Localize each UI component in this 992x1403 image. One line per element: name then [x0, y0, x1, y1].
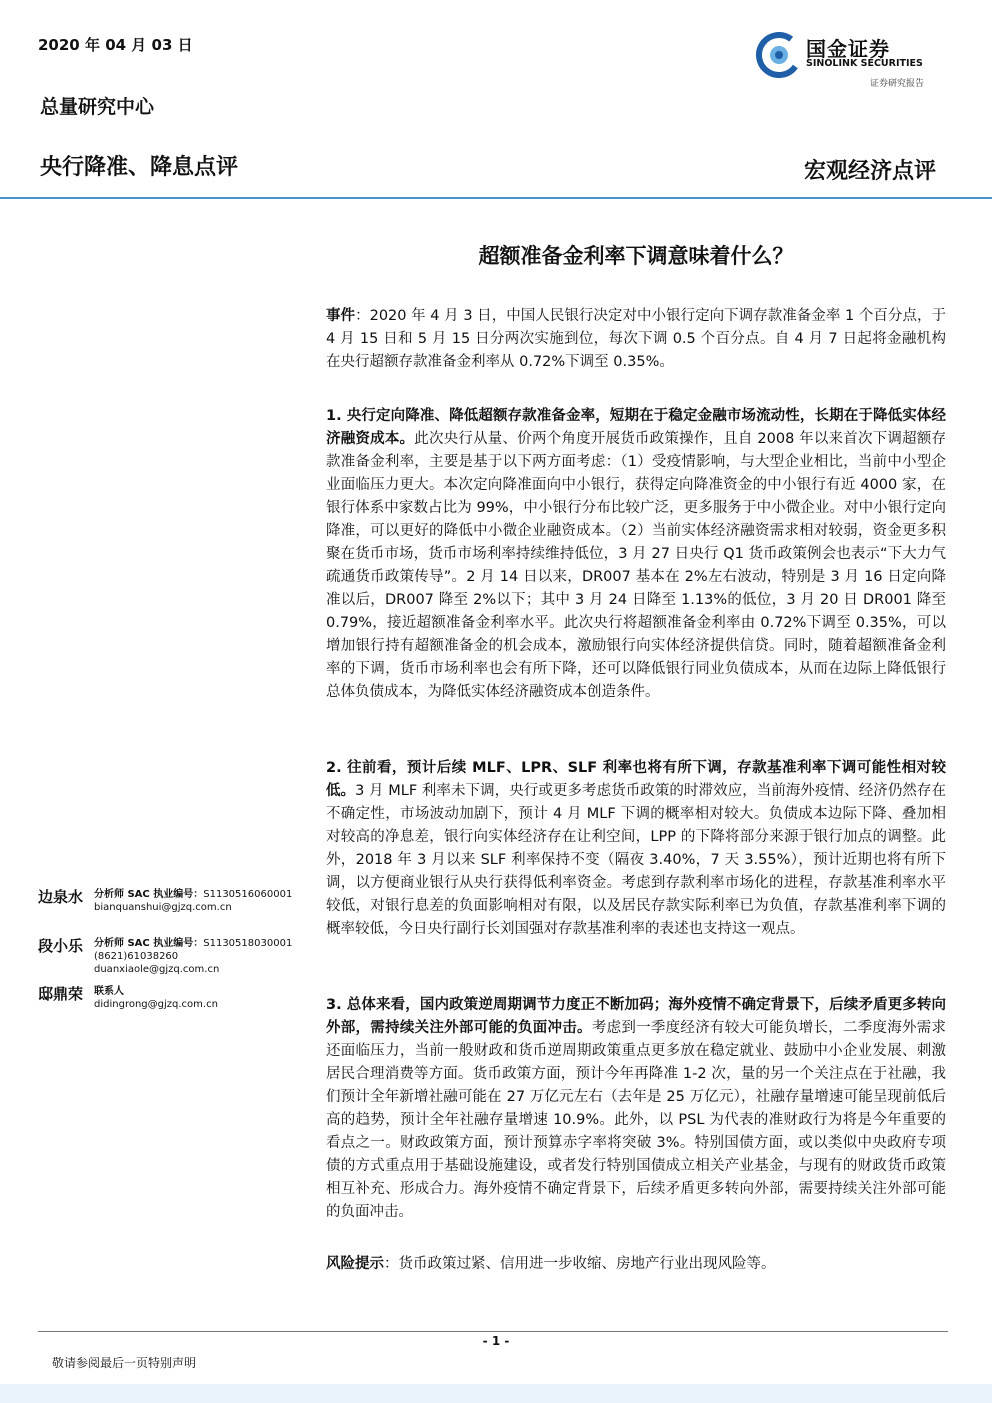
header-divider [0, 197, 992, 199]
logo-subtitle: 证券研究报告 [870, 79, 925, 89]
analyst-role: 分析师 SAC 执业编号： [94, 938, 204, 949]
analyst-phone: (8621)61038260 [94, 951, 179, 962]
risk-text: ：货币政策过紧、信用进一步收缩、房地产行业出现风险等。 [384, 1256, 776, 1272]
risk-label: 风险提示 [326, 1256, 384, 1272]
analyst-name: 段小乐 [38, 937, 84, 955]
report-headline: 超额准备金利率下调意味着什么？ [478, 243, 794, 268]
disclaimer-notice: 敬请参阅最后一页特别声明 [52, 1356, 197, 1370]
risk-warning [326, 1253, 946, 1276]
analyst-sac: S1130516060001 [203, 889, 293, 900]
analyst-name: 邸鼎荣 [38, 985, 84, 1003]
footer-band [0, 1384, 992, 1403]
body-paragraph-2 [326, 757, 946, 941]
report-category: 宏观经济点评 [803, 158, 936, 184]
sinolink-logo-icon [756, 32, 802, 78]
logo-name: 国金证券 [806, 37, 890, 61]
report-topic: 央行降准、降息点评 [40, 154, 239, 180]
logo-name-en: SINOLINK SECURITIES [806, 58, 923, 69]
paragraph-1-text: 此次央行从量、价两个角度开展货币政策操作，且自 2008 年以来首次下调超额存款准备金利率，主要是基于以下两方面考虑：（1）受疫情影响，与大型企业相比，当前中小型企业面临压力更大。本次定向降准面向中小银行，获得定向降准资金的中小银行有近 4000 家，在银行体系中家数占比为 99%，中小银行分布比较广泛，更多服务于中小微企业。对中小银行定向降准，可以更好的降低中小微企业融资成本。（2）当前实体经济融资需求相对较弱，资金更多积聚在货币市场，货币市场利率持续维持低位，3 月 27 日央行 Q1 货币政策例会也表示“下大力气疏通货币政策传导”。2 月 14 日以来，DR007 基本在 2%左右波动，特别是 3 月 16 日定向降准以后，DR007 降至 2%以下；其中 3 月 24 日降至 1.13%的低位，3 月 20 日 DR001 降至 0.79%，接近超额准备金利率水平。此次央行将超额准备金利率由 0.72%下调至 0.35%，可以增加银行持有超额准备金的机会成本，激励银行向实体经济提供信贷。同时，随着超额准备金利率的下调，货币市场利率也会有所下降，还可以降低银行同业负债成本，从而在边际上降低银行总体负债成本，为降低实体经济融资成本创造条件。 [326, 431, 947, 700]
paragraph-1-lead: 1. 央行定向降准、降低超额存款准备金率，短期在于稳定金融市场流动性，长期在于降低实体经济融资成本。 [326, 408, 946, 447]
analyst-sac: S1130518030001 [203, 938, 293, 949]
body-paragraph-1 [326, 405, 946, 704]
analyst-name: 边泉水 [38, 888, 84, 906]
event-text: ：2020 年 4 月 3 日，中国人民银行决定对中小银行定向下调存款准备金率 1 个百分点，于 4 月 15 日和 5 月 15 日分两次实施到位，每次下调 0.5 个百分点。自 4 月 7 日起将金融机构在央行超额存款准备金利率从 0.72%下调至 0.35%。 [326, 308, 947, 370]
event-paragraph [326, 305, 946, 374]
report-date: 2020 年 04 月 03 日 [38, 36, 193, 54]
paragraph-3-lead: 3. 总体来看，国内政策逆周期调节力度正不断加码；海外疫情不确定背景下，后续矛盾更多转向外部，需持续关注外部可能的负面冲击。 [326, 997, 946, 1036]
analyst-email[interactable]: duanxiaole@gjzq.com.cn [94, 964, 220, 975]
analyst-email[interactable]: bianquanshui@gjzq.com.cn [94, 902, 232, 913]
paragraph-2-text: 3 月 MLF 利率未下调，央行或更多考虑货币政策的时滞效应，当前海外疫情、经济仍然存在不确定性，市场波动加剧下，预计 4 月 MLF 下调的概率相对较大。负债成本边际下降、叠加相对较高的净息差，银行向实体经济存在让利空间，LPP 的下降将部分来源于银行加点的调整。此外，2018 年 3 月以来 SLF 利率保持不变（隔夜 3.40%，7 天 3.55%），预计近期也将有所下调，以方便商业银行从央行获得低利率资金。考虑到存款利率市场化的进程，存款基准利率水平较低，对银行息差的负面影响相对有限，以及居民存款实际利率已为负值，存款基准利率下调的概率较低，今日央行副行长刘国强对存款基准利率的表述也支持这一观点。 [326, 783, 946, 937]
research-center: 总量研究中心 [40, 96, 155, 118]
paragraph-2-lead: 2. 往前看，预计后续 MLF、LPR、SLF 利率也将有所下调，存款基准利率下调可能性相对较低。 [326, 760, 946, 799]
paragraph-3-text: 考虑到一季度经济有较大可能负增长，二季度海外需求还面临压力，当前一般财政和货币逆周期政策重点更多放在稳定就业、鼓励中小企业发展、刺激居民合理消费等方面。货币政策方面，预计今年再降准 1-2 次，量的另一个关注点在于社融，我们预计全年新增社融可能在 27 万亿元左右（去年是 25 万亿元），社融存量增速可能呈现前低后高的趋势，预计全年社融存量增速 10.9%。此外，以 PSL 为代表的准财政行为将是今年重要的看点之一。财政政策方面，预计预算赤字率将突破 3%。特别国债方面，或以类似中央政府专项债的方式重点用于基础设施建设，或者发行特别国债成立相关产业基金，与现有的财政货币政策相互补充、形成合力。海外疫情不确定背景下，后续矛盾更多转向外部，需要持续关注外部可能的负面冲击。 [326, 1020, 946, 1220]
sinolink-logo [756, 30, 956, 94]
analyst-role: 分析师 SAC 执业编号： [94, 889, 204, 900]
body-paragraph-3 [326, 994, 946, 1224]
analyst-email[interactable]: didingrong@gjzq.com.cn [94, 999, 218, 1010]
event-label: 事件 [326, 308, 356, 324]
analyst-role: 联系人 [94, 986, 124, 997]
footer-divider [38, 1331, 948, 1332]
page-number: - 1 - [482, 1334, 510, 1348]
